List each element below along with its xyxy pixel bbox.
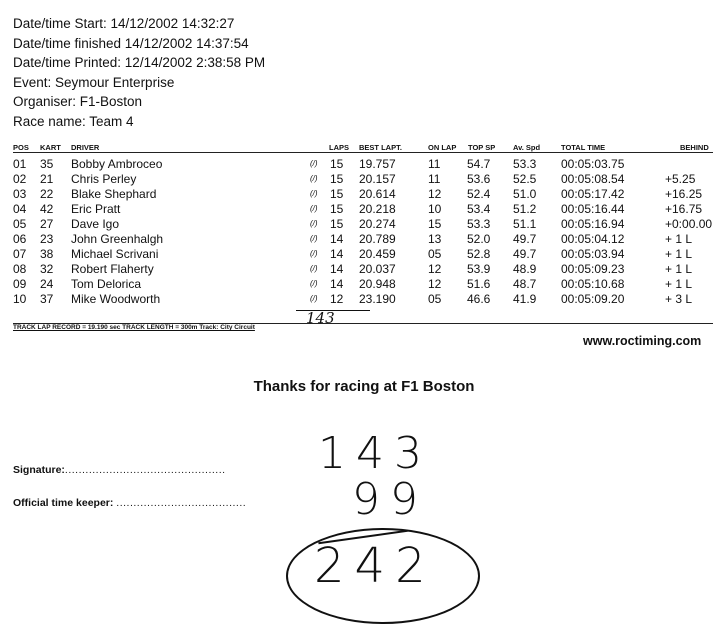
row-driver: Blake Shephard (71, 187, 157, 201)
col-on-lap: ON LAP (428, 143, 457, 152)
row-driver: Tom Delorica (71, 277, 142, 291)
row-tick: (/) (310, 264, 318, 273)
handwritten-143: 143 (318, 428, 432, 479)
row-behind: +16.75 (665, 202, 703, 216)
timekeeper-dots: ...................................... (116, 497, 247, 509)
row-total-time: 00:05:09.20 (561, 292, 625, 306)
table-row (13, 292, 728, 307)
row-tick: (/) (310, 189, 318, 198)
row-avg-speed: 41.9 (513, 292, 537, 306)
row-behind: + 1 L (665, 247, 693, 261)
col-avg-speed: Av. Spd (513, 143, 541, 152)
row-tick: (/) (310, 234, 318, 243)
track-info: TRACK LAP RECORD = 19.190 sec TRACK LENGTH = 300m Track: City Circuit (13, 324, 255, 331)
row-on-lap: 12 (428, 277, 442, 291)
row-avg-speed: 48.9 (513, 262, 537, 276)
col-best-lap: BEST LAPT. (359, 143, 402, 152)
row-total-time: 00:05:16.44 (561, 202, 625, 216)
row-driver: Bobby Ambroceo (71, 157, 163, 171)
row-laps: 12 (330, 292, 344, 306)
header-rule (13, 152, 713, 153)
row-top-speed: 54.7 (467, 157, 491, 171)
table-row (13, 217, 728, 232)
col-behind: BEHIND (680, 143, 709, 152)
row-total-time: 00:05:08.54 (561, 172, 625, 186)
row-total-time: 00:05:04.12 (561, 232, 625, 246)
start-time: Date/time Start: 14/12/2002 14:32:27 (13, 16, 235, 31)
col-kart: KART (40, 143, 61, 152)
row-on-lap: 10 (428, 202, 442, 216)
row-kart: 27 (40, 217, 54, 231)
row-top-speed: 52.4 (467, 187, 491, 201)
row-best-lap: 19.757 (359, 157, 396, 171)
row-kart: 35 (40, 157, 54, 171)
row-on-lap: 05 (428, 247, 442, 261)
row-top-speed: 51.6 (467, 277, 491, 291)
row-kart: 38 (40, 247, 54, 261)
row-tick: (/) (310, 249, 318, 258)
row-top-speed: 53.6 (467, 172, 491, 186)
row-laps: 14 (330, 262, 344, 276)
row-top-speed: 52.8 (467, 247, 491, 261)
row-behind: + 1 L (665, 262, 693, 276)
signature-line (13, 464, 226, 476)
row-best-lap: 20.218 (359, 202, 396, 216)
row-pos: 10 (13, 292, 27, 306)
row-laps: 14 (330, 247, 344, 261)
col-pos: POS (13, 143, 29, 152)
row-avg-speed: 49.7 (513, 232, 537, 246)
row-best-lap: 20.037 (359, 262, 396, 276)
row-laps: 14 (330, 232, 344, 246)
printed-time: Date/time Printed: 12/14/2002 2:38:58 PM (13, 55, 266, 71)
row-on-lap: 12 (428, 187, 442, 201)
row-top-speed: 46.6 (467, 292, 491, 306)
row-tick: (/) (310, 294, 318, 303)
signature-dots: ............................................... (64, 464, 226, 476)
row-best-lap: 20.948 (359, 277, 396, 291)
row-avg-speed: 53.3 (513, 157, 537, 171)
thanks-message: Thanks for racing at F1 Boston (253, 378, 475, 395)
row-kart: 37 (40, 292, 54, 306)
row-avg-speed: 51.0 (513, 187, 537, 201)
row-laps: 14 (330, 277, 344, 291)
row-tick: (/) (310, 279, 318, 288)
col-top-speed: TOP SP (468, 143, 496, 152)
row-total-time: 00:05:03.75 (561, 157, 625, 171)
signature-label: Signature: (13, 464, 65, 476)
row-avg-speed: 48.7 (513, 277, 537, 291)
row-avg-speed: 52.5 (513, 172, 537, 186)
race-header (13, 14, 265, 132)
row-best-lap: 20.274 (359, 217, 396, 231)
row-on-lap: 12 (428, 262, 442, 276)
row-total-time: 00:05:17.42 (561, 187, 625, 201)
results-table-body (13, 157, 728, 307)
row-total-time: 00:05:16.94 (561, 217, 625, 231)
table-row (13, 277, 728, 292)
row-behind: +16.25 (665, 187, 703, 201)
row-driver: Mike Woodworth (71, 292, 161, 306)
row-laps: 15 (330, 157, 344, 171)
row-kart: 32 (40, 262, 54, 276)
row-tick: (/) (310, 204, 318, 213)
handwritten-242: 242 (314, 538, 436, 594)
row-tick: (/) (310, 159, 318, 168)
row-pos: 08 (13, 262, 27, 276)
row-top-speed: 52.0 (467, 232, 491, 246)
row-best-lap: 20.459 (359, 247, 396, 261)
row-laps: 15 (330, 217, 344, 231)
row-avg-speed: 51.2 (513, 202, 537, 216)
event-name: Event: Seymour Enterprise (13, 74, 175, 90)
col-driver: DRIVER (71, 143, 100, 152)
row-pos: 03 (13, 187, 27, 201)
row-top-speed: 53.9 (467, 262, 491, 276)
organiser: Organiser: F1-Boston (13, 94, 143, 110)
row-best-lap: 23.190 (359, 292, 396, 306)
col-laps: LAPS (329, 143, 350, 152)
row-behind: + 1 L (665, 277, 693, 291)
row-kart: 42 (40, 202, 54, 216)
row-behind: +0:00.00 (665, 217, 713, 231)
row-on-lap: 15 (428, 217, 442, 231)
row-behind: + 3 L (665, 292, 693, 306)
row-avg-speed: 51.1 (513, 217, 537, 231)
table-row (13, 202, 728, 217)
row-tick: (/) (310, 219, 318, 228)
row-pos: 02 (13, 172, 27, 186)
row-total-time: 00:05:03.94 (561, 247, 625, 261)
col-total-time: TOTAL TIME (561, 143, 606, 152)
table-row (13, 247, 728, 262)
row-kart: 21 (40, 172, 54, 186)
table-row (13, 187, 728, 202)
row-total-time: 00:05:09.23 (561, 262, 625, 276)
table-row (13, 172, 728, 187)
row-kart: 24 (40, 277, 54, 291)
row-on-lap: 13 (428, 232, 442, 246)
row-behind: + 1 L (665, 232, 693, 246)
row-top-speed: 53.4 (467, 202, 491, 216)
row-tick: (/) (310, 174, 318, 183)
row-laps: 15 (330, 187, 344, 201)
timekeeper-line (13, 497, 246, 509)
row-pos: 07 (13, 247, 27, 261)
race-name: Race name: Team 4 (13, 113, 134, 129)
laps-sum-handwritten: 143 (306, 309, 335, 327)
row-on-lap: 11 (428, 157, 441, 171)
row-total-time: 00:05:10.68 (561, 277, 625, 291)
website-link[interactable]: www.roctiming.com (583, 334, 702, 348)
row-pos: 05 (13, 217, 27, 231)
row-laps: 15 (330, 202, 344, 216)
row-pos: 06 (13, 232, 27, 246)
row-driver: Eric Pratt (71, 202, 121, 216)
row-pos: 04 (13, 202, 27, 216)
table-row (13, 262, 728, 277)
table-row (13, 157, 728, 172)
row-best-lap: 20.614 (359, 187, 396, 201)
row-pos: 09 (13, 277, 27, 291)
row-driver: Robert Flaherty (71, 262, 154, 276)
row-best-lap: 20.789 (359, 232, 396, 246)
table-row (13, 232, 728, 247)
row-driver: Chris Perley (71, 172, 137, 186)
row-top-speed: 53.3 (467, 217, 491, 231)
row-driver: John Greenhalgh (71, 232, 164, 246)
row-driver: Dave Igo (71, 217, 120, 231)
row-laps: 15 (330, 172, 344, 186)
finish-time: Date/time finished 14/12/2002 14:37:54 (13, 35, 249, 51)
timekeeper-label: Official time keeper: (13, 497, 114, 509)
row-best-lap: 20.157 (359, 172, 396, 186)
row-kart: 22 (40, 187, 54, 201)
row-driver: Michael Scrivani (71, 247, 159, 261)
row-avg-speed: 49.7 (513, 247, 537, 261)
row-behind: +5.25 (665, 172, 696, 186)
row-on-lap: 05 (428, 292, 442, 306)
row-pos: 01 (13, 157, 27, 171)
row-on-lap: 11 (428, 172, 441, 186)
row-kart: 23 (40, 232, 54, 246)
handwritten-99: 99 (352, 474, 428, 525)
